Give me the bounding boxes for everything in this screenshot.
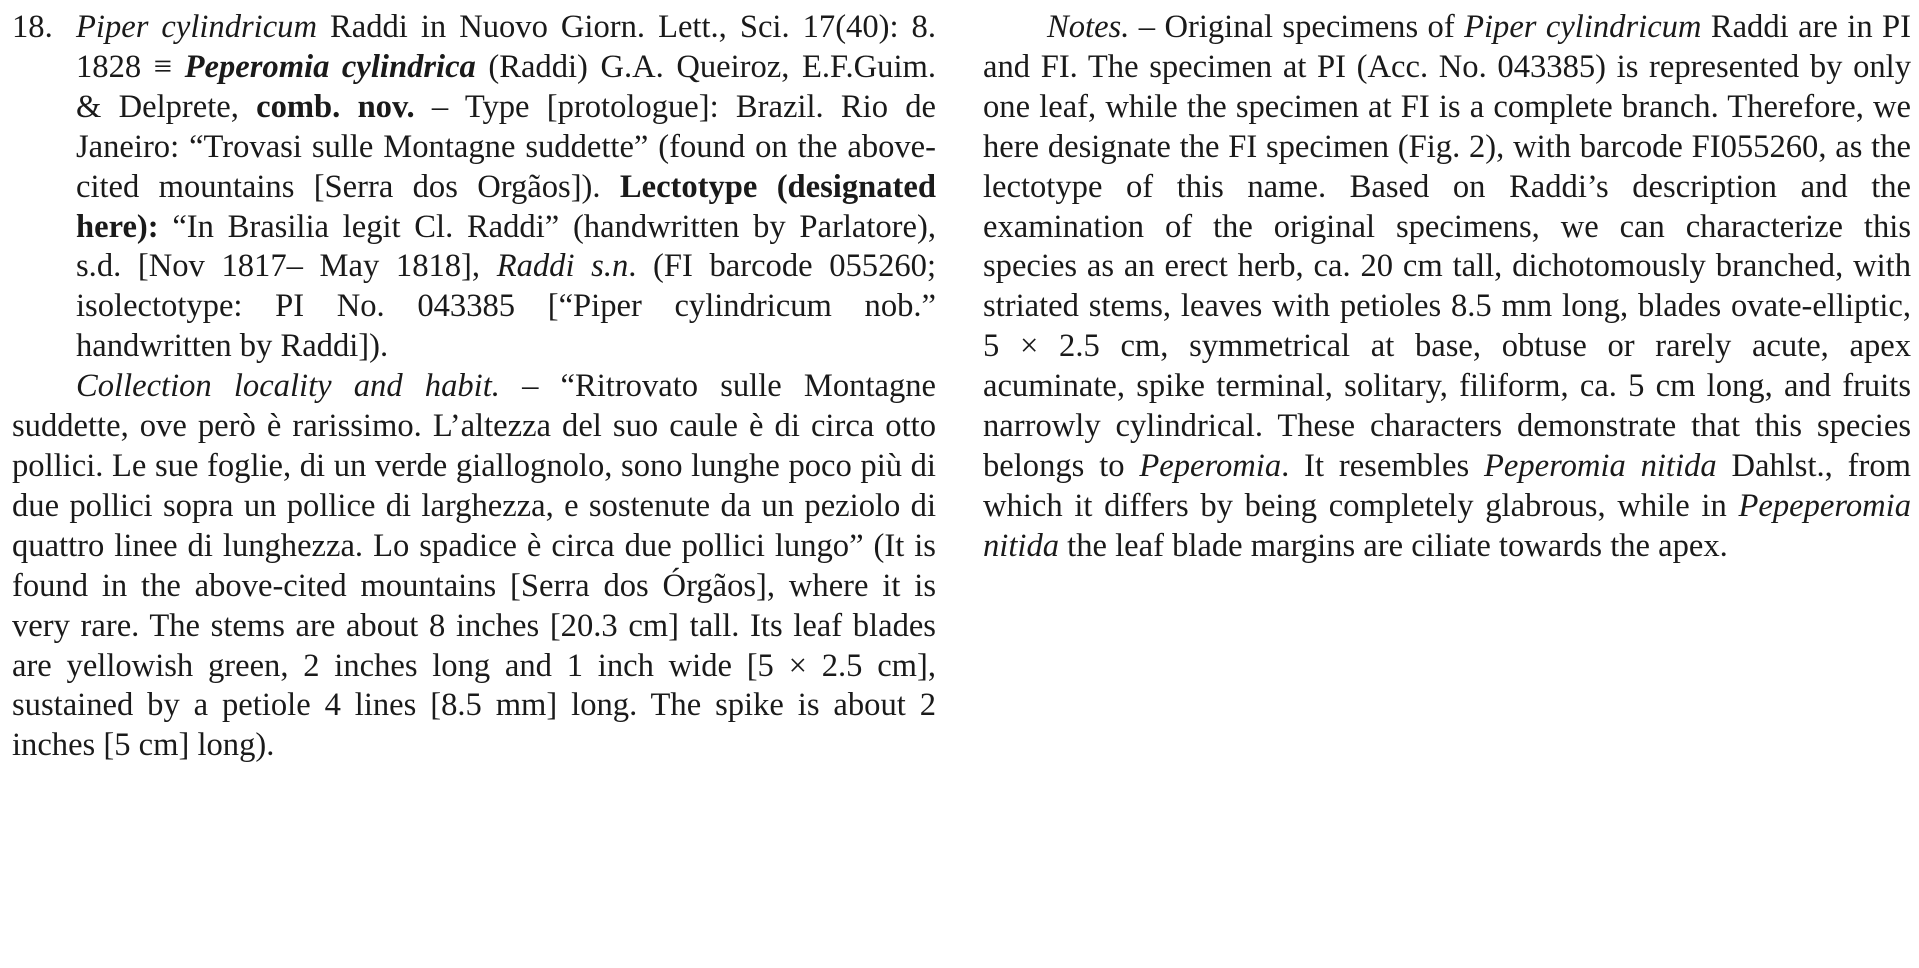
collection-paragraph [12, 367, 936, 766]
new-name-authority: (Raddi) G.A. Queiroz, E.F.Guim. & Delprete, [76, 48, 936, 125]
notes-text-4: Dahlst., from which it differs by being completely glabrous, while in [983, 447, 1911, 524]
notes-heading: Notes. [1047, 9, 1130, 45]
basionym-name: Piper cylindricum [76, 9, 317, 45]
type-text: – Type [protologue]: Brazil. Rio de Janeiro: “Trovasi sulle Montagne suddette” (found on the above-cited mountains [Serra dos Orgãos]). [76, 88, 937, 205]
notes-text-2: Raddi are in PI and FI. The specimen at PI (Acc. No. 043385) is represented by only one leaf, while the specimen at FI is a complete branch. Therefore, we here designate the FI specimen (Fig. 2), with barcode FI055260, as the lectotype of this name. Based on Raddi’s description and the examination of the original specimens, we can characterize this species as an erect herb, ca. 20 cm tall, dichotomously branched, with striated stems, leaves with petioles 8.5 mm long, blades ovate-elliptic, 5 × 2.5 cm, symmetrical at base, obtuse or rarely acute, apex acuminate, spike terminal, solitary, filiform, ca. 5 cm long, and fruits narrowly cylindrical. These characters demonstrate that this species belongs to [983, 9, 1911, 484]
lectotype-label: Lectotype (designated here): [76, 168, 936, 245]
collector: Raddi s.n [496, 248, 629, 285]
left-column [12, 8, 936, 766]
notes-text-3: . It resembles [1281, 447, 1484, 484]
basionym-citation: Raddi in Nuovo Giorn. Lett., Sci. 17(40): 8. 1828 ≡ [76, 9, 936, 85]
entry-number: 18. [12, 9, 53, 45]
collection-text: – “Ritrovato sulle Montagne suddette, ove però è rarissimo. L’altezza del suo caule è di circa otto pollici. Le sue foglie, di un verde giallognolo, sono lunghe poco più di due pollici sopra un pollice di larghezza, e sostenute da un peziolo di quattro linee di lunghezza. Lo spadice è circa due pollici lungo” (It is found in the above-cited mountains [Serra dos Órgãos], where it is very rare. The stems are about 8 inches [20.3 cm] tall. Its leaf blades are yellowish green, 2 inches long and 1 inch wide [5 × 2.5 cm], sustained by a petiole 4 lines [8.5 mm] long. The spike is about 2 inches [5 cm] long). [12, 368, 936, 764]
right-column [983, 8, 1911, 567]
lectotype-text: “In Brasilia legit Cl. Raddi” (handwritten by Parlatore), s.d. [Nov 1817– May 1818], [76, 208, 936, 285]
notes-name-1: Piper cylindricum [1464, 9, 1702, 45]
notes-name-3: Peperomia nitida [1484, 447, 1717, 484]
species-entry [12, 8, 936, 367]
notes-text-5: the leaf blade margins are ciliate towards the apex. [1059, 527, 1728, 564]
collector-suffix: . (FI barcode 055260; isolectotype: PI No. 043385 [“Piper cylindricum nob.” handwritten by Raddi]). [76, 248, 937, 365]
notes-name-4: Pepeperomia nitida [983, 487, 1911, 564]
notes-paragraph [983, 8, 1911, 567]
collection-heading: Collection locality and habit. [76, 368, 500, 405]
new-name: Peperomia cylindrica [184, 48, 476, 85]
notes-text-1: – Original specimens of [1129, 9, 1465, 45]
notes-name-2: Peperomia [1139, 447, 1282, 484]
comb-nov-label: comb. nov. [256, 88, 415, 125]
